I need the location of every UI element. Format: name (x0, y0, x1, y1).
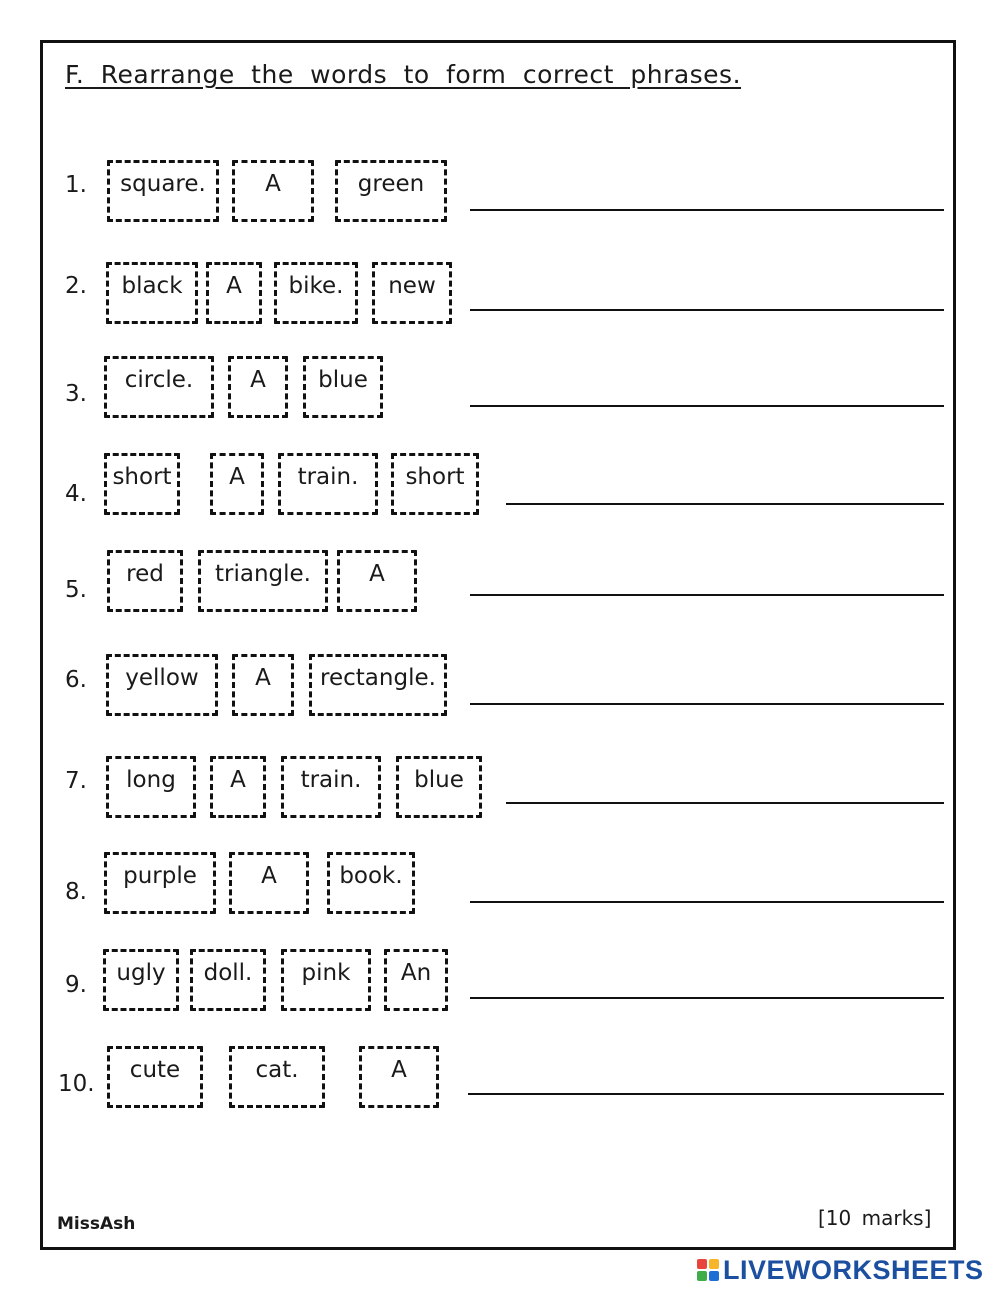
word-tile[interactable]: cute (107, 1046, 203, 1108)
brand-footer (697, 1255, 984, 1285)
answer-line[interactable] (470, 209, 944, 211)
answer-line[interactable] (470, 901, 944, 903)
word-tile[interactable]: square. (107, 160, 219, 222)
word-tile[interactable]: blue (396, 756, 482, 818)
word-tile[interactable]: doll. (190, 949, 266, 1011)
word-tile[interactable]: new (372, 262, 452, 324)
instruction-heading: F. Rearrange the words to form correct phrases. (65, 60, 742, 89)
word-tile[interactable]: A (210, 453, 264, 515)
word-tile[interactable]: pink (281, 949, 371, 1011)
answer-line[interactable] (468, 1093, 944, 1095)
word-tile[interactable]: A (359, 1046, 439, 1108)
question-number: 6. (65, 667, 87, 693)
answer-line[interactable] (470, 594, 944, 596)
word-tile[interactable]: An (384, 949, 448, 1011)
word-tile[interactable]: A (206, 262, 262, 324)
word-tile[interactable]: triangle. (198, 550, 328, 612)
question-number: 2. (65, 273, 87, 299)
word-tile[interactable]: cat. (229, 1046, 325, 1108)
question-number: 1. (65, 172, 87, 198)
answer-line[interactable] (470, 309, 944, 311)
word-tile[interactable]: purple (104, 852, 216, 914)
word-tile[interactable]: train. (278, 453, 378, 515)
word-tile[interactable]: A (228, 356, 288, 418)
answer-line[interactable] (470, 997, 944, 999)
word-tile[interactable]: green (335, 160, 447, 222)
word-tile[interactable]: rectangle. (309, 654, 447, 716)
word-tile[interactable]: circle. (104, 356, 214, 418)
brand-name: LIVEWORKSHEETS (723, 1254, 984, 1285)
answer-line[interactable] (506, 802, 944, 804)
question-number: 9. (65, 972, 87, 998)
question-number: 3. (65, 381, 87, 407)
word-tile[interactable]: book. (327, 852, 415, 914)
word-tile[interactable]: A (210, 756, 266, 818)
word-tile[interactable]: blue (303, 356, 383, 418)
word-tile[interactable]: short (391, 453, 479, 515)
liveworksheets-logo-icon (697, 1259, 719, 1281)
question-number: 5. (65, 577, 87, 603)
word-tile[interactable]: A (232, 654, 294, 716)
word-tile[interactable]: long (106, 756, 196, 818)
word-tile[interactable]: short (104, 453, 180, 515)
answer-line[interactable] (470, 703, 944, 705)
word-tile[interactable]: black (106, 262, 198, 324)
question-number: 8. (65, 879, 87, 905)
author-credit: MissAsh (57, 1214, 136, 1234)
total-marks: [10 marks] (818, 1206, 932, 1230)
answer-line[interactable] (470, 405, 944, 407)
question-number: 7. (65, 768, 87, 794)
word-tile[interactable]: train. (281, 756, 381, 818)
word-tile[interactable]: bike. (274, 262, 358, 324)
answer-line[interactable] (506, 503, 944, 505)
question-number: 4. (65, 481, 87, 507)
question-number: 10. (58, 1071, 95, 1097)
word-tile[interactable]: yellow (106, 654, 218, 716)
word-tile[interactable]: A (229, 852, 309, 914)
word-tile[interactable]: A (232, 160, 314, 222)
word-tile[interactable]: A (337, 550, 417, 612)
word-tile[interactable]: red (107, 550, 183, 612)
word-tile[interactable]: ugly (103, 949, 179, 1011)
